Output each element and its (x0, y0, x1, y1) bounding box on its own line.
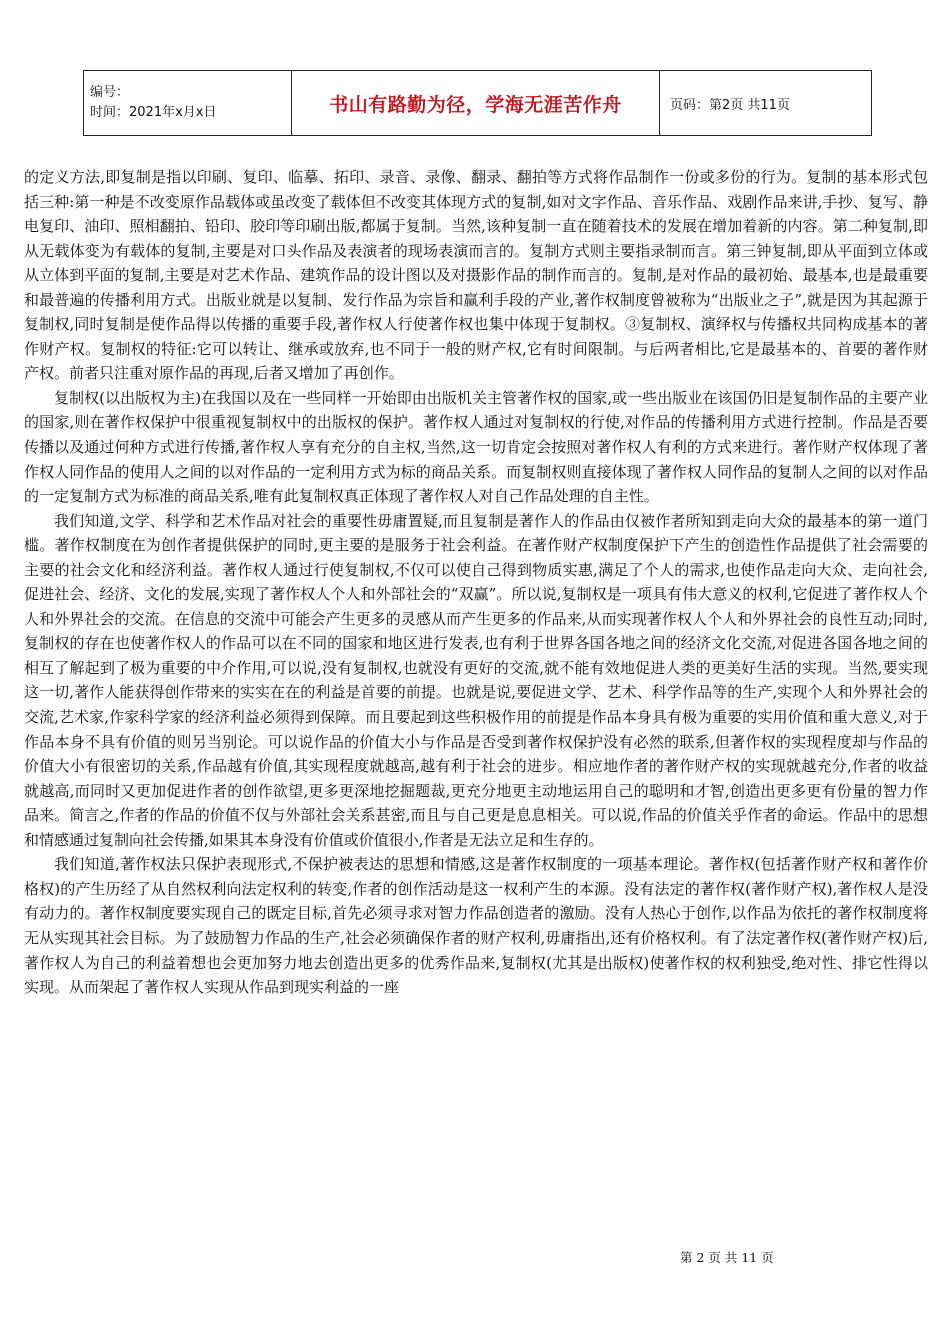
header-meta-cell (84, 71, 292, 136)
document-body (24, 165, 928, 1000)
doc-number-label: 编号： (90, 85, 130, 100)
header-table (83, 70, 872, 136)
paragraph-4: 我们知道,著作权法只保护表现形式,不保护被表达的思想和情感,这是著作权制度的一项基本理论。著作权(包括著作财产权和著作价格权)的产生历经了从自然权利向法定权利的转变,作者的创作活动是这一权利产生的本源。没有法定的著作权(著作财产权),著作权人是没有动力的。著作权制度要实现自己的既定目标,首先必须寻求对智力作品创造者的激励。没有人热心于创作,以作品为依托的著作权制度将无从实现其社会目标。为了鼓励智力作品的生产,社会必须确保作者的财产权利,毋庸指出,还有价格权利。有了法定著作权(著作财产权)后,著作权人为自己的利益着想也会更加努力地去创造出更多的优秀作品来,复制权(尤其是出版权)使著作权的权利独受,绝对性、排它性得以实现。从而架起了著作权人实现从作品到现实利益的一座 (24, 855, 928, 997)
header-motto-cell (292, 71, 660, 136)
paragraph-2: 复制权(以出版权为主)在我国以及在一些同样一开始即由出版机关主管著作权的国家,或一些出版业在该国仍旧是复制作品的主要产业的国家,则在著作权保护中很重视复制权中的出版权的保护。著作权人通过对复制权的行使,对作品的传播利用方式进行控制。作品是否要传播以及通过何种方式进行传播,著作权人享有充分的自主权,当然,这一切肯定会按照对著作权人有利的方式来进行。著作财产权体现了著作权人同作品的使用人之间的以对作品的一定利用方式为标的商品关系。而复制权则直接体现了著作权人同作品的复制人之间的以对作品的一定复制方式为标准的商品关系,唯有此复制权真正体现了著作权人对自己作品处理的自主性。 (24, 388, 928, 506)
paragraph-3: 我们知道,文学、科学和艺术作品对社会的重要性毋庸置疑,而且复制是著作人的作品由仅被作者所知到走向大众的最基本的第一道门槛。著作权制度在为创作者提供保护的同时,更主要的是服务于社会利益。在著作财产权制度保护下产生的创造性作品提供了社会需要的主要的社会文化和经济利益。著作权人通过行使复制权,不仅可以使自己得到物质实惠,满足了个人的需求,也使作品走向大众、走向社会,促进社会、经济、文化的发展,实现了著作权人个人和外部社会的“双赢”。所以说,复制权是一项具有伟大意义的权利,它促进了著作权人个人和外界社会的交流。在信息的交流中可能会产生更多的灵感从而产生更多的作品来,从而实现著作权人个人和外界社会的良性互动;同时,复制权的存在也使著作权人的作品可以在不同的国家和地区进行发表,也有利于世界各国各地之间的经济文化交流,对促进各国各地之间的相互了解起到了极为重要的中介作用,可以说,没有复制权,也就没有更好的交流,就不能有效地促进人类的更美好生活的实现。当然,要实现这一切,著作人能获得创作带来的实实在在的利益是首要的前提。也就是说,要促进文学、艺术、科学作品等的生产,实现个人和外界社会的交流,艺术家,作家科学家的经济利益必须得到保障。而且要起到这些积极作用的前提是作品本身具有极为重要的实用价值和重大意义,对于作品本身不具有价值的则另当别论。可以说作品的价值大小与作品是否受到著作权保护没有必然的联系,但著作权的实现程度却与作品的价值大小有很密切的关系,作品越有价值,其实现程度就越高,越有利于社会的进步。相应地作者的著作财产权的实现就越充分,作者的收益就越高,而同时又更加促进作者的创作欲望,更多更深地挖掘题裁,更充分地更主动地运用自己的聪明和才智,创造出更多更有份量的智力作品来。简言之,作者的作品的价值不仅与外部社会关系甚密,而且与自己更是息息相关。可以说,作品的价值关乎作者的命运。作品中的思想和情感通过复制向社会传播,如果其本身没有价值或价值很小,作者是无法立足和生存的。 (24, 511, 928, 849)
time-label: 时间：2021年x月x日 (90, 105, 217, 120)
header-page-cell (660, 71, 872, 136)
header-page-label: 页码：第2页 共11页 (670, 97, 790, 113)
page-footer: 第 2 页 共 11 页 (680, 1250, 774, 1265)
paragraph-1: 的定义方法,即复制是指以印刷、复印、临摹、拓印、录音、录像、翻录、翻拍等方式将作品制作一份或多份的行为。复制的基本形式包括三种:第一种是不改变原作品载体或虽改变了载体但不改变其体现方式的复制,如对文字作品、音乐作品、戏剧作品来讲,手抄、复写、静电复印、油印、照相翻拍、铅印、胶印等印刷出版,都属于复制。当然,该种复制一直在随着技术的发展在增加着新的内容。第二种复制,即从无载体变为有载体的复制,主要是对口头作品及表演者的现场表演而言的。复制方式则主要指录制而言。第三钟复制,即从平面到立体或从立体到平面的复制,主要是对艺术作品、建筑作品的设计图以及对摄影作品的制作而言的。复制,是对作品的最初始、最基本,也是最重要和最普遍的传播利用方式。出版业就是以复制、发行作品为宗旨和赢利手段的产业,著作权制度曾被称为“出版业之子”,就是因为其起源于复制权,同时复制是使作品得以传播的重要手段,著作权人行使著作权也集中体现于复制权。③复制权、演绎权与传播权共同构成基本的著作财产权。复制权的特征:它可以转让、继承或放弃,也不同于一般的财产权,它有时间限制。与后两者相比,它是最基本的、首要的著作财产权。前者只注重对原作品的再现,后者又增加了再创作。 (24, 168, 928, 383)
header-motto: 书山有路勤为径，学海无涯苦作舟 (329, 93, 622, 116)
